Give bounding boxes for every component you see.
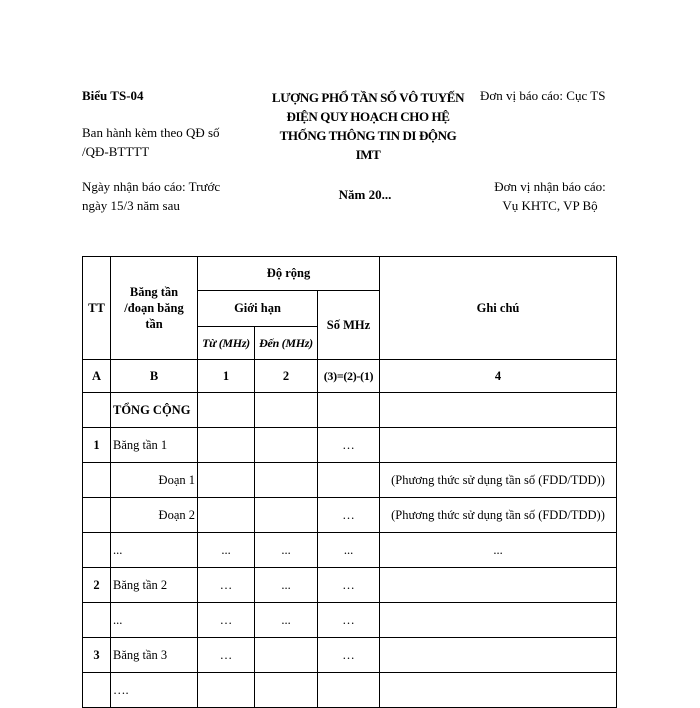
table-row <box>83 498 617 533</box>
row-from <box>198 428 255 463</box>
row-band-name: ... <box>111 603 198 638</box>
table-row <box>83 603 617 638</box>
row-to <box>255 428 318 463</box>
row-band-name: TỔNG CỘNG <box>111 393 198 428</box>
header-width: Độ rộng <box>198 257 380 291</box>
table-row <box>83 428 617 463</box>
header-mhz: Số MHz <box>318 291 380 360</box>
row-mhz: … <box>318 428 380 463</box>
spectrum-table <box>82 256 617 708</box>
row-mhz: ... <box>318 533 380 568</box>
row-to <box>255 463 318 498</box>
row-tt <box>83 673 111 708</box>
row-to: ... <box>255 533 318 568</box>
receiving-unit <box>475 177 625 215</box>
row-band-name: Băng tần 3 <box>111 638 198 673</box>
row-tt: 3 <box>83 638 111 673</box>
row-band-name: Đoạn 2 <box>111 498 198 533</box>
row-band-name: Băng tần 2 <box>111 568 198 603</box>
row-tt <box>83 603 111 638</box>
index-cell: A <box>83 360 111 393</box>
title-line3: THỐNG THÔNG TIN DI ĐỘNG <box>279 128 457 143</box>
header-from: Từ (MHz) <box>198 327 255 360</box>
row-band-name: Đoạn 1 <box>111 463 198 498</box>
row-from <box>198 463 255 498</box>
index-cell: 4 <box>380 360 617 393</box>
index-cell: 2 <box>255 360 318 393</box>
table-row <box>83 393 617 428</box>
row-tt <box>83 393 111 428</box>
row-tt <box>83 463 111 498</box>
row-note: ... <box>380 533 617 568</box>
row-to <box>255 393 318 428</box>
index-cell: 1 <box>198 360 255 393</box>
row-note <box>380 673 617 708</box>
receiving-unit-line2: Vụ KHTC, VP Bộ <box>502 198 598 213</box>
row-mhz <box>318 463 380 498</box>
row-from: … <box>198 638 255 673</box>
document-title <box>248 88 488 164</box>
row-mhz: … <box>318 498 380 533</box>
row-to <box>255 498 318 533</box>
table-row <box>83 568 617 603</box>
table-header-row <box>83 257 617 291</box>
table-index-row <box>83 360 617 393</box>
index-cell: (3)=(2)-(1) <box>318 360 380 393</box>
row-from <box>198 673 255 708</box>
header-band-line1: Băng tần <box>129 285 179 299</box>
row-note <box>380 393 617 428</box>
row-from: … <box>198 568 255 603</box>
reporting-unit: Đơn vị báo cáo: Cục TS <box>480 88 606 103</box>
header-band <box>111 257 198 360</box>
row-tt: 1 <box>83 428 111 463</box>
issued-with <box>82 123 252 161</box>
header-to: Đến (MHz) <box>255 327 318 360</box>
title-line2: ĐIỆN QUY HOẠCH CHO HỆ <box>286 109 450 124</box>
table-row <box>83 533 617 568</box>
row-tt <box>83 533 111 568</box>
row-note <box>380 603 617 638</box>
report-year: Năm 20... <box>338 187 392 202</box>
table-row <box>83 673 617 708</box>
row-to <box>255 673 318 708</box>
row-band-name: ... <box>111 533 198 568</box>
issued-with-line2: /QĐ-BTTTT <box>82 144 150 159</box>
row-mhz <box>318 673 380 708</box>
row-band-name: Băng tần 1 <box>111 428 198 463</box>
table-row <box>83 638 617 673</box>
row-tt <box>83 498 111 533</box>
row-note <box>380 638 617 673</box>
index-cell: B <box>111 360 198 393</box>
row-from <box>198 393 255 428</box>
issued-with-line1: Ban hành kèm theo QĐ số <box>82 125 220 140</box>
row-mhz: … <box>318 603 380 638</box>
row-note <box>380 428 617 463</box>
row-mhz <box>318 393 380 428</box>
receiving-unit-line1: Đơn vị nhận báo cáo: <box>494 179 606 194</box>
row-from <box>198 498 255 533</box>
table-row <box>83 463 617 498</box>
row-band-name: …. <box>111 673 198 708</box>
header-band-line3: tần <box>145 317 163 331</box>
form-code: Biểu TS-04 <box>82 88 144 103</box>
receive-date-line1: Ngày nhận báo cáo: Trước <box>82 179 221 194</box>
title-line4: IMT <box>355 147 381 162</box>
receive-date-line2: ngày 15/3 năm sau <box>82 198 180 213</box>
row-note: (Phương thức sử dụng tần số (FDD/TDD)) <box>380 498 617 533</box>
header-tt: TT <box>83 257 111 360</box>
row-to <box>255 638 318 673</box>
row-mhz: … <box>318 568 380 603</box>
receive-date <box>82 177 252 215</box>
row-tt: 2 <box>83 568 111 603</box>
row-note: (Phương thức sử dụng tần số (FDD/TDD)) <box>380 463 617 498</box>
row-note <box>380 568 617 603</box>
row-to: ... <box>255 603 318 638</box>
row-from: ... <box>198 533 255 568</box>
title-line1: LƯỢNG PHỔ TẦN SỐ VÔ TUYẾN <box>271 90 465 105</box>
header-band-line2: /đoạn băng <box>124 301 184 315</box>
header-note: Ghi chú <box>380 257 617 360</box>
row-to: ... <box>255 568 318 603</box>
row-from: … <box>198 603 255 638</box>
row-mhz: … <box>318 638 380 673</box>
header-limit: Giới hạn <box>198 291 318 327</box>
